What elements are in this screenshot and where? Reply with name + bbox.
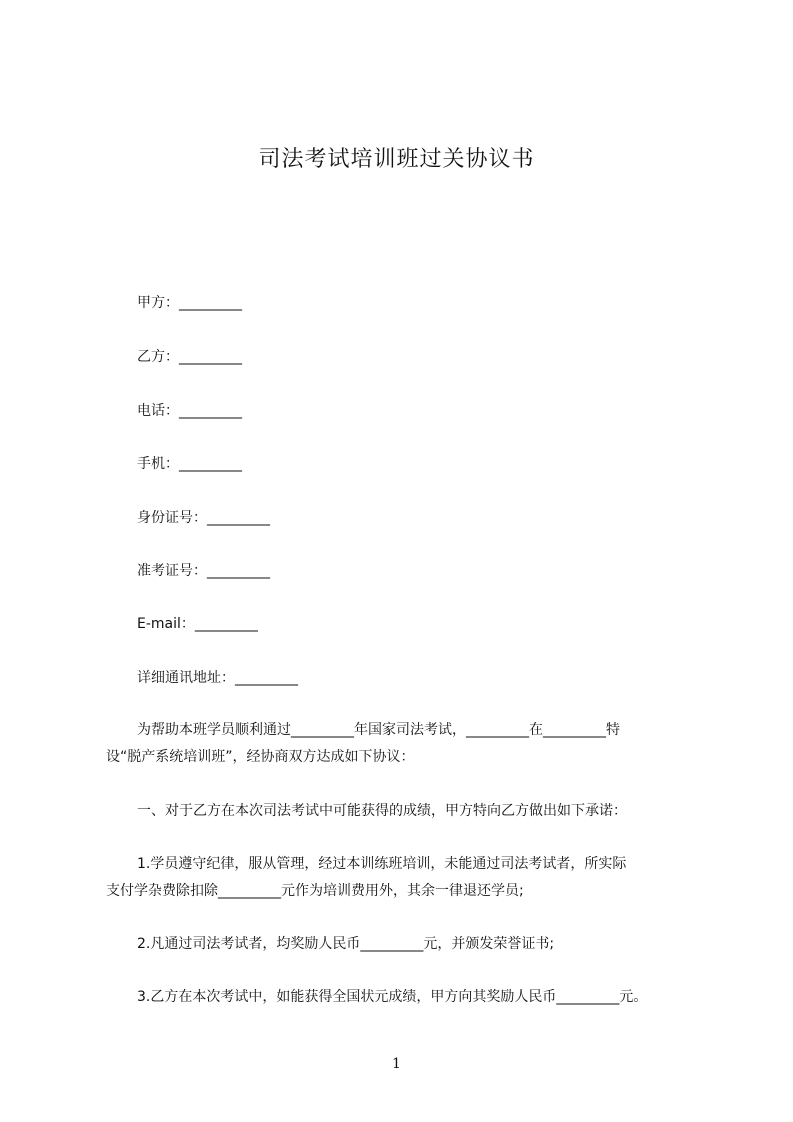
- page-number: 1: [392, 1056, 401, 1072]
- admission-number-field: 准考证号：_________: [137, 563, 270, 579]
- party-a-field: 甲方：_________: [137, 295, 242, 311]
- id-number-field: 身份证号：_________: [137, 510, 270, 526]
- item-2: 2.凡通过司法考试者，均奖励人民币_________元，并颁发荣誉证书;: [137, 936, 555, 952]
- phone-field: 电话：_________: [137, 403, 242, 419]
- item-3: 3.乙方在本次考试中，如能获得全国状元成绩，甲方向其奖励人民币_________元。: [137, 989, 648, 1005]
- email-field: E-mail：_________: [137, 616, 258, 632]
- item-1-line-2: 支付学杂费除扣除_________元作为培训费用外，其余一律退还学员;: [106, 883, 524, 899]
- section-1-heading: 一、对于乙方在本次司法考试中可能获得的成绩，甲方特向乙方做出如下承诺：: [137, 803, 627, 819]
- mobile-field: 手机：_________: [137, 456, 242, 472]
- address-field: 详细通讯地址：_________: [137, 670, 298, 686]
- intro-line-1: 为帮助本班学员顺利通过_________年国家司法考试，_________在_________特: [137, 722, 620, 738]
- party-b-field: 乙方：_________: [137, 349, 242, 365]
- item-1-line-1: 1.学员遵守纪律，服从管理，经过本训练班培训，未能通过司法考试者，所实际: [137, 856, 627, 872]
- intro-line-2: 设“脱产系统培训班”，经协商双方达成如下协议：: [106, 749, 415, 765]
- document-title: 司法考试培训班过关协议书: [258, 147, 535, 172]
